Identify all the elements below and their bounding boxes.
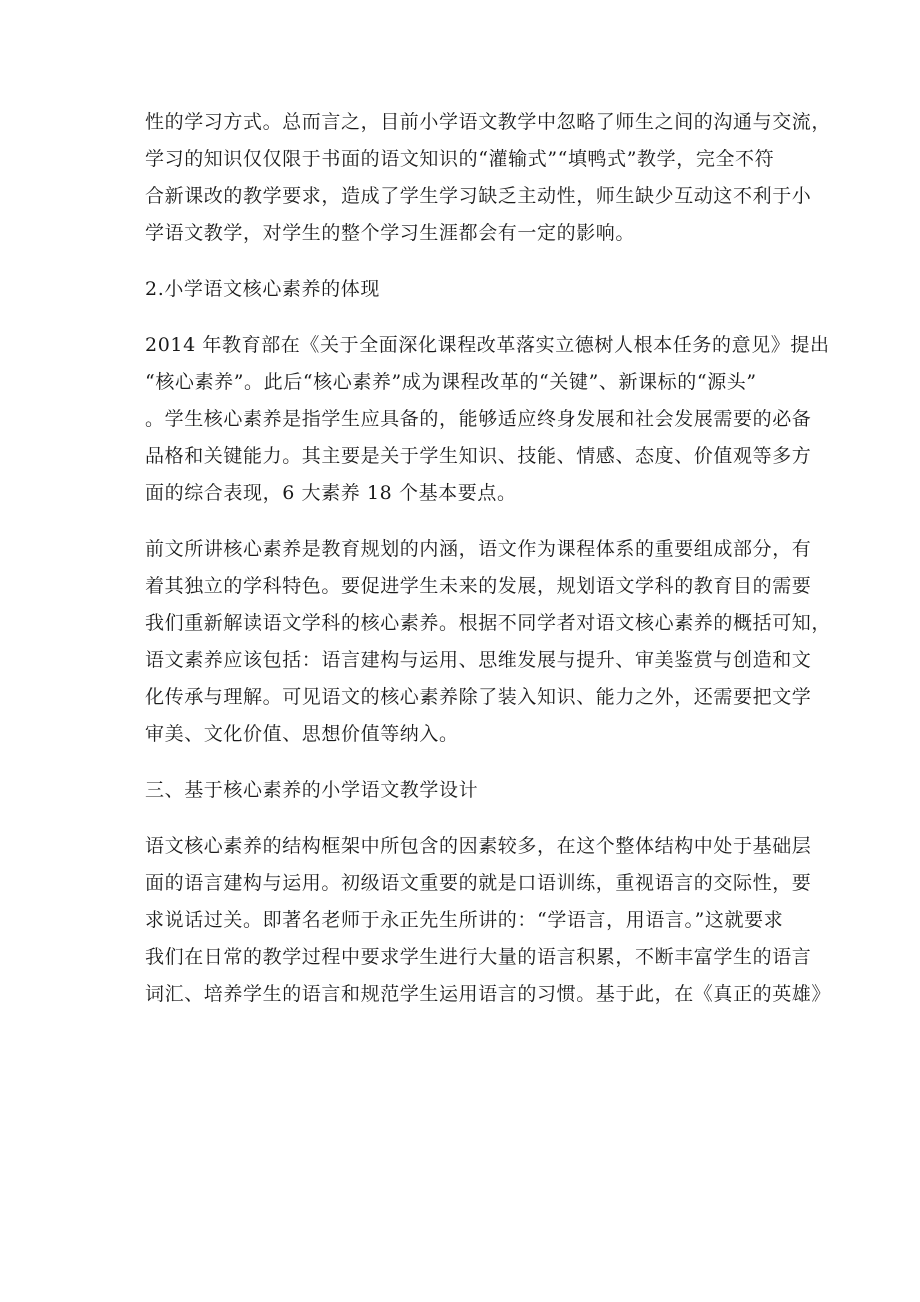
text-line: 词汇、培养学生的语言和规范学生运用语言的习惯。基于此，在《真正的英雄》 [145, 983, 832, 1005]
text-line: 着其独立的学科特色。要促进学生未来的发展，规划语文学科的教育目的需要 [145, 575, 812, 597]
heading-text: 三、基于核心素养的小学语文教学设计 [145, 779, 479, 801]
text-line: “核心素养”。此后“核心素养”成为课程改革的“关键”、新课标的“源头” [145, 371, 757, 393]
section-heading-core-literacy [145, 271, 785, 308]
text-line: 我们重新解读语文学科的核心素养。根据不同学者对语文核心素养的概括可知， [145, 612, 832, 634]
text-line: 化传承与理解。可见语文的核心素养除了装入知识、能力之外，还需要把文学 [145, 686, 812, 708]
text-line: 语文素养应该包括：语言建构与运用、思维发展与提升、审美鉴赏与创造和文 [145, 649, 812, 671]
text-line: 合新课改的教学要求，造成了学生学习缺乏主动性，师生缺少互动这不利于小 [145, 185, 812, 207]
text-line: 我们在日常的教学过程中要求学生进行大量的语言积累，不断丰富学生的语言 [145, 946, 812, 968]
text-line: 学习的知识仅仅限于书面的语文知识的“灌输式”“填鸭式”教学，完全不符 [145, 148, 775, 170]
text-line: 语文核心素养的结构框架中所包含的因素较多，在这个整体结构中处于基础层 [145, 835, 812, 857]
paragraph-intro-continuation [145, 104, 832, 252]
text-line: 审美、文化价值、思想价值等纳入。 [145, 723, 459, 745]
paragraph-language-construction [145, 828, 832, 1013]
text-line: 求说话过关。即著名老师于永正先生所讲的：“学语言，用语言。”这就要求 [145, 909, 784, 931]
section-heading-teaching-design [145, 772, 785, 809]
text-line: 面的语言建构与运用。初级语文重要的就是口语训练，重视语言的交际性，要 [145, 872, 812, 894]
paragraph-chinese-literacy [145, 531, 832, 753]
document-body [145, 104, 832, 1032]
text-line: 学语文教学，对学生的整个学习生涯都会有一定的影响。 [145, 222, 636, 244]
text-line: 2014 年教育部在《关于全面深化课程改革落实立德树人根本任务的意见》提出 [145, 334, 830, 356]
text-line: 面的综合表现，6 大素养 18 个基本要点。 [145, 482, 517, 504]
text-line: 。学生核心素养是指学生应具备的，能够适应终身发展和社会发展需要的必备 [145, 408, 812, 430]
text-line: 性的学习方式。总而言之，目前小学语文教学中忽略了师生之间的沟通与交流， [145, 111, 832, 133]
text-line: 品格和关键能力。其主要是关于学生知识、技能、情感、态度、价值观等多方 [145, 445, 812, 467]
heading-text: 2.小学语文核心素养的体现 [145, 278, 380, 300]
paragraph-core-literacy-definition [145, 327, 830, 512]
text-line: 前文所讲核心素养是教育规划的内涵，语文作为课程体系的重要组成部分，有 [145, 538, 812, 560]
